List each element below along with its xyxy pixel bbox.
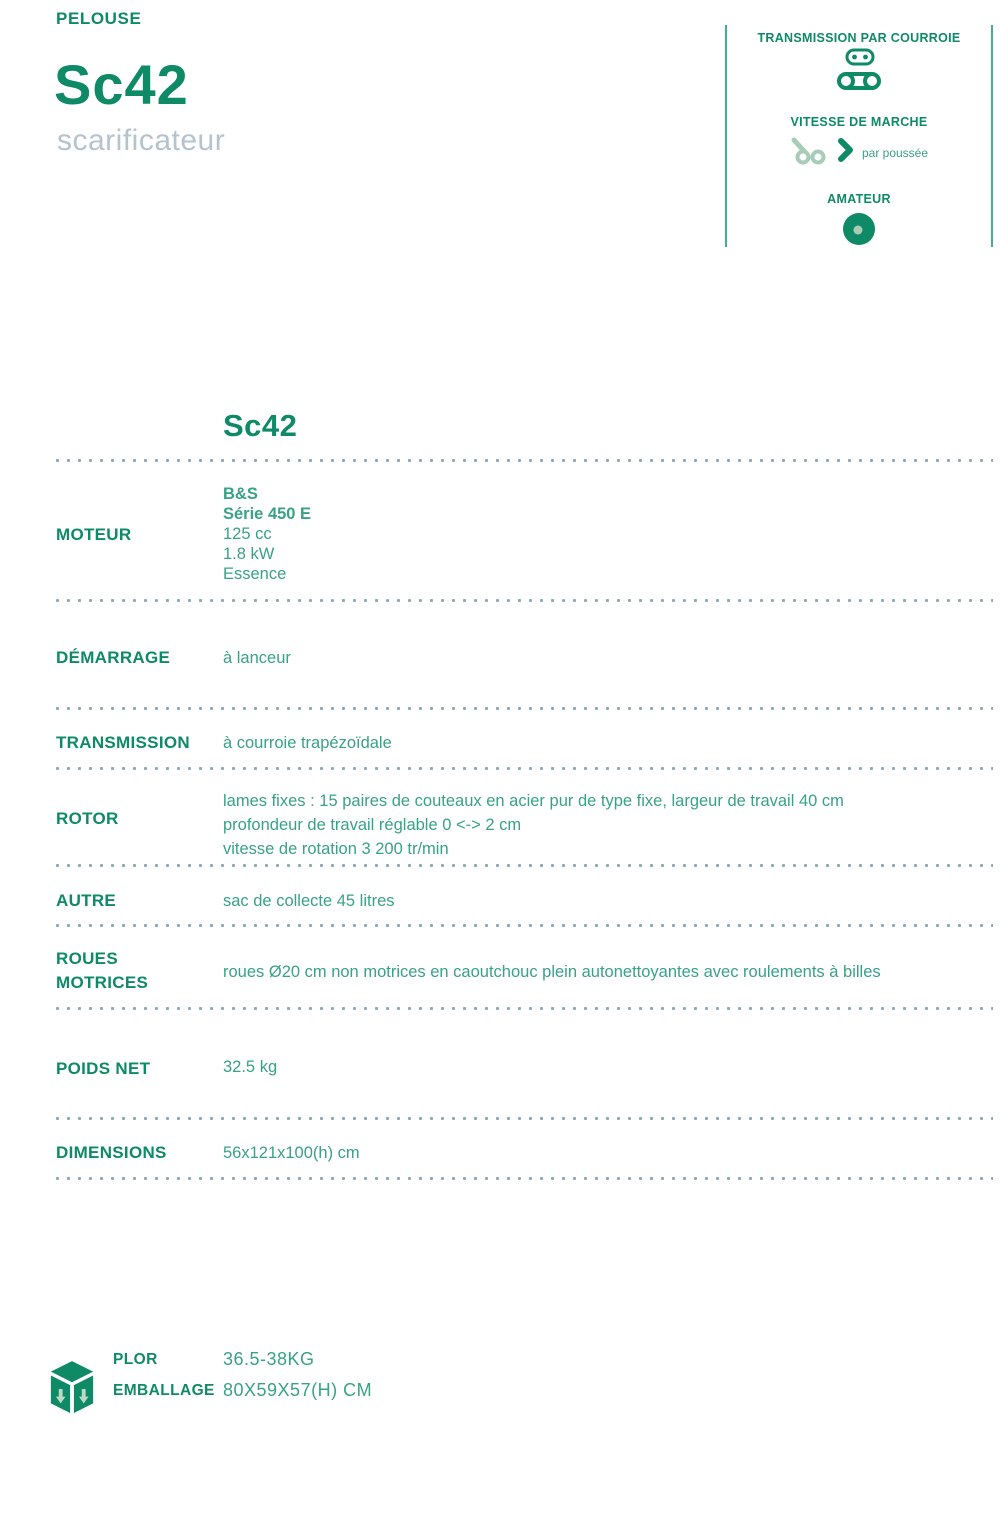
amateur-level-icon [727, 212, 991, 246]
spec-value-line: lames fixes : 15 paires de couteaux en acier pur de type fixe, largeur de travail 40 cm [223, 792, 844, 810]
spec-table-title: Sc42 [223, 408, 298, 443]
spec-value-line: sac de collecte 45 litres [223, 892, 395, 910]
dotted-separator [55, 923, 993, 928]
spec-value-line: profondeur de travail réglable 0 <-> 2 cm [223, 816, 522, 834]
dotted-separator [55, 1176, 993, 1181]
push-arrow-icon [837, 138, 855, 167]
dotted-separator [55, 1116, 993, 1121]
feature-badge-panel [725, 25, 993, 247]
emballage-value: 80X59X57(H) CM [223, 1380, 373, 1400]
spec-row-value-demarrage [223, 646, 985, 670]
spec-row-label-transmission: TRANSMISSION [56, 733, 190, 752]
spec-value-line: 1.8 kW [223, 545, 275, 563]
spec-row-label-demarrage: DÉMARRAGE [56, 648, 171, 667]
belt-transmission-icon [727, 48, 991, 94]
speed-badge-row [727, 135, 991, 170]
spec-value-line: 56x121x100(h) cm [223, 1144, 360, 1162]
speed-note-label: par poussée [861, 145, 929, 160]
spec-row-value-autre [223, 889, 985, 913]
spec-value-line: 32.5 kg [223, 1058, 278, 1076]
plor-label: PLOR [113, 1351, 158, 1368]
dotted-separator [55, 458, 993, 463]
spec-value-line: vitesse de rotation 3 200 tr/min [223, 840, 449, 858]
spec-row-value-dimensions [223, 1141, 985, 1165]
dotted-separator [55, 706, 993, 711]
product-type-subtitle: scarificateur [57, 124, 226, 157]
plor-value: 36.5-38KG [223, 1349, 315, 1369]
dotted-separator [55, 766, 993, 771]
spec-value-line: Essence [223, 565, 287, 583]
product-model-title: Sc42 [54, 53, 189, 116]
spec-row-value-rotor [223, 789, 985, 861]
level-badge-title: AMATEUR [827, 192, 891, 206]
dotted-separator [55, 863, 993, 868]
spec-row-label-rotor: ROTOR [56, 809, 119, 828]
spec-value-line: Série 450 E [223, 505, 312, 523]
transmission-badge-title: TRANSMISSION PAR COURROIE [757, 31, 961, 45]
spec-row-value-moteur [223, 484, 985, 584]
spec-value-line: à courroie trapézoïdale [223, 734, 392, 752]
spec-row-label-roues-motrices: ROUES MOTRICES [56, 949, 149, 992]
push-mower-icon [790, 135, 830, 170]
package-box-icon [48, 1360, 96, 1421]
spec-value-line: B&S [223, 485, 258, 503]
speed-badge-title: VITESSE DE MARCHE [790, 115, 928, 129]
spec-row-value-transmission [223, 731, 985, 755]
spec-value-line: à lanceur [223, 649, 291, 667]
spec-row-value-roues-motrices [223, 960, 985, 984]
emballage-label: EMBALLAGE [113, 1382, 215, 1399]
spec-value-line: 125 cc [223, 525, 272, 543]
spec-row-label-moteur: MOTEUR [56, 525, 132, 544]
dotted-separator [55, 598, 993, 603]
spec-row-label-autre: AUTRE [56, 891, 117, 910]
spec-row-value-poids-net [223, 1055, 985, 1079]
dotted-separator [55, 1006, 993, 1011]
category-label: PELOUSE [56, 9, 142, 28]
spec-row-label-poids-net: POIDS NET [56, 1059, 151, 1078]
spec-value-line: roues Ø20 cm non motrices en caoutchouc plein autonettoyantes avec roulements à billes [223, 963, 881, 981]
spec-row-label-dimensions: DIMENSIONS [56, 1143, 167, 1162]
